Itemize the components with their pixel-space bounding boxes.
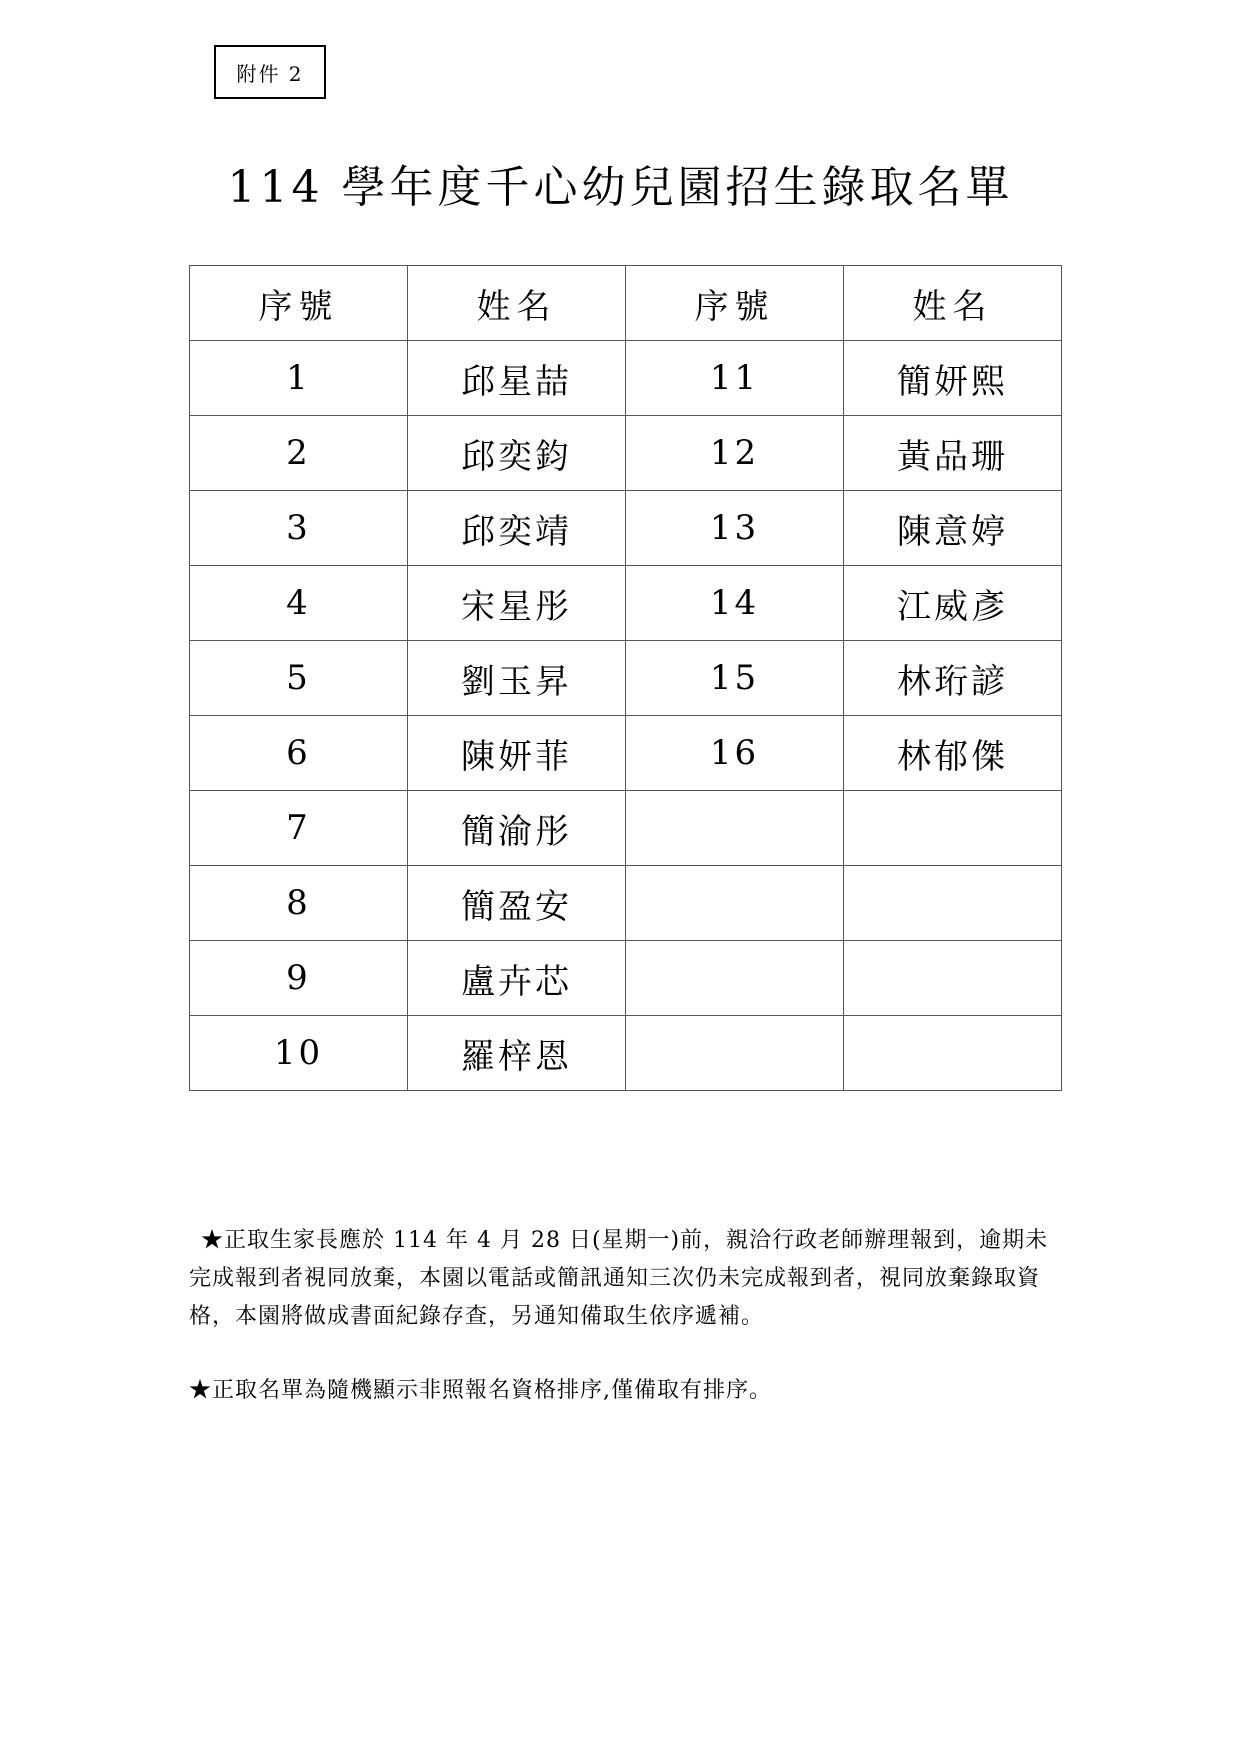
serial-cell: 16 [626, 716, 844, 791]
serial-cell [626, 791, 844, 866]
table-row [190, 1016, 1062, 1091]
serial-cell: 11 [626, 341, 844, 416]
serial-cell: 9 [190, 941, 408, 1016]
attachment-label: 附件 2 [214, 45, 326, 99]
name-cell: 簡妍熙 [844, 341, 1062, 416]
name-cell: 簡渝彤 [408, 791, 626, 866]
name-cell: 黃品珊 [844, 416, 1062, 491]
name-cell [844, 866, 1062, 941]
name-cell: 邱奕靖 [408, 491, 626, 566]
serial-cell: 7 [190, 791, 408, 866]
serial-cell: 4 [190, 566, 408, 641]
header-serial-right: 序號 [626, 266, 844, 341]
serial-cell: 10 [190, 1016, 408, 1091]
name-cell: 陳妍菲 [408, 716, 626, 791]
serial-cell: 5 [190, 641, 408, 716]
table-row [190, 491, 1062, 566]
name-cell: 江威彥 [844, 566, 1062, 641]
admission-roster-table [189, 265, 1062, 1091]
name-cell: 林珩諺 [844, 641, 1062, 716]
serial-cell: 8 [190, 866, 408, 941]
name-cell: 羅梓恩 [408, 1016, 626, 1091]
ordering-note: ★正取名單為隨機顯示非照報名資格排序,僅備取有排序。 [189, 1378, 772, 1403]
name-cell [844, 1016, 1062, 1091]
serial-cell: 13 [626, 491, 844, 566]
name-cell: 簡盈安 [408, 866, 626, 941]
name-cell [844, 791, 1062, 866]
table-header-row [190, 266, 1062, 341]
name-cell: 邱奕鈞 [408, 416, 626, 491]
table-row [190, 341, 1062, 416]
header-name-left: 姓名 [408, 266, 626, 341]
serial-cell: 15 [626, 641, 844, 716]
serial-cell: 1 [190, 341, 408, 416]
serial-cell: 2 [190, 416, 408, 491]
name-cell: 劉玉昇 [408, 641, 626, 716]
serial-cell [626, 1016, 844, 1091]
notes-section [189, 1222, 1061, 1410]
table-row [190, 791, 1062, 866]
table-row [190, 416, 1062, 491]
serial-cell [626, 941, 844, 1016]
serial-cell [626, 866, 844, 941]
table-row [190, 866, 1062, 941]
serial-cell: 14 [626, 566, 844, 641]
name-cell: 盧卉芯 [408, 941, 626, 1016]
name-cell: 邱星喆 [408, 341, 626, 416]
table-row [190, 941, 1062, 1016]
name-cell: 宋星彤 [408, 566, 626, 641]
name-cell [844, 941, 1062, 1016]
table-row [190, 716, 1062, 791]
name-cell: 陳意婷 [844, 491, 1062, 566]
registration-note: ★正取生家長應於 114 年 4 月 28 日(星期一)前，親洽行政老師辦理報到，逾期未完成報到者視同放棄，本園以電話或簡訊通知三次仍未完成報到者，視同放棄錄取資格，本園將做成書面紀錄存查，另通知備取生依序遞補。 [189, 1228, 1049, 1329]
serial-cell: 12 [626, 416, 844, 491]
table-row [190, 566, 1062, 641]
name-cell: 林郁傑 [844, 716, 1062, 791]
header-serial-left: 序號 [190, 266, 408, 341]
header-name-right: 姓名 [844, 266, 1062, 341]
page-title: 114 學年度千心幼兒園招生錄取名單 [227, 162, 1014, 213]
serial-cell: 6 [190, 716, 408, 791]
table-row [190, 641, 1062, 716]
serial-cell: 3 [190, 491, 408, 566]
